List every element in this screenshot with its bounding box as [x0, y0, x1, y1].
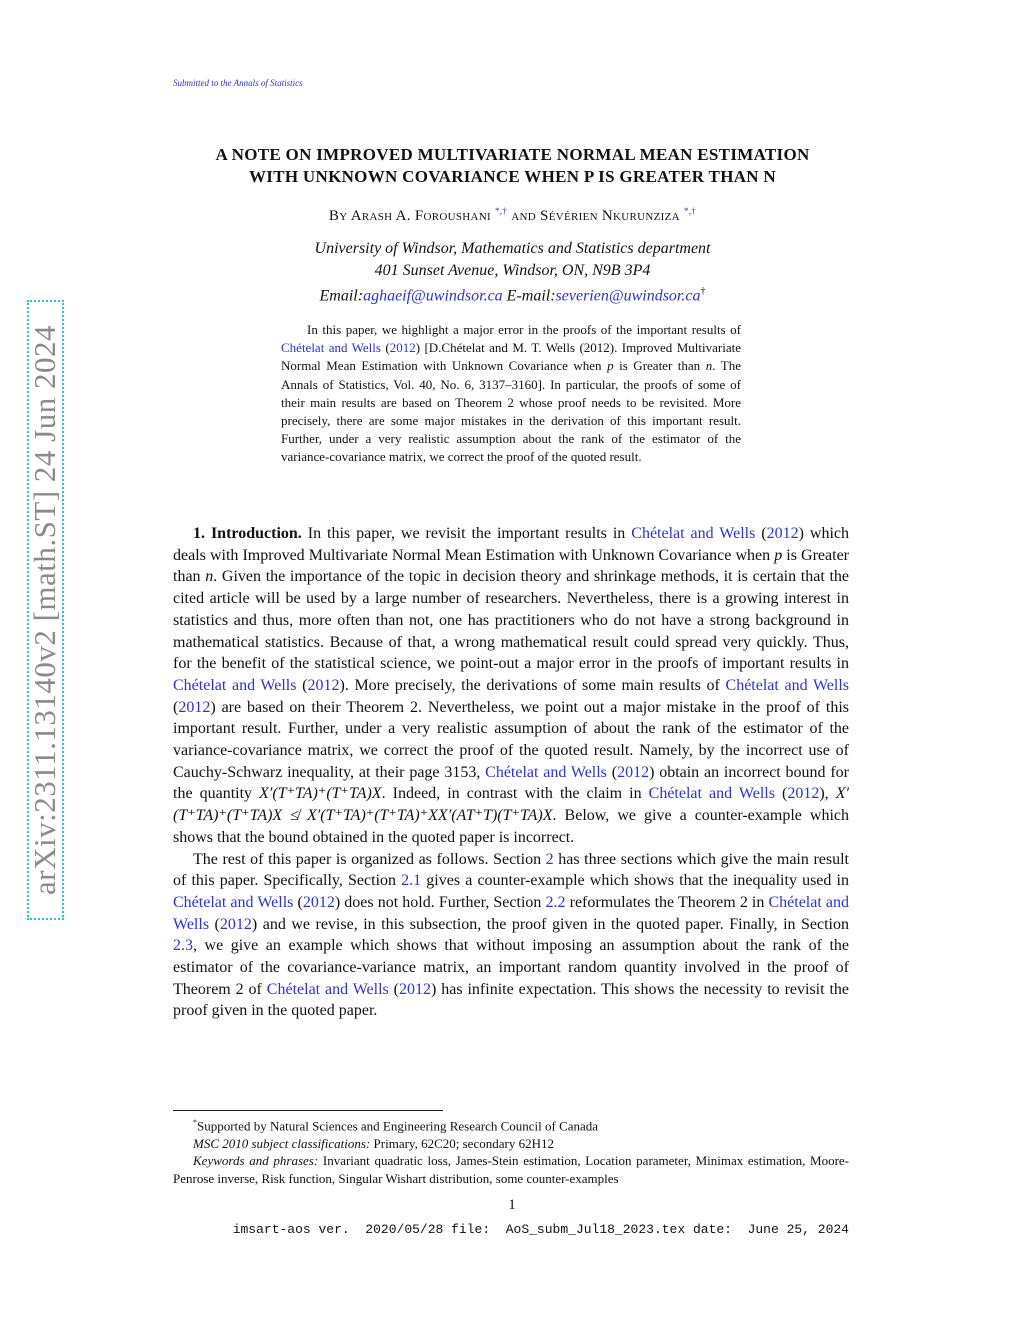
citation-link[interactable]: Chételat and Wells — [173, 676, 297, 694]
math-n: n — [705, 358, 713, 374]
footnote-mark: * — [193, 1118, 197, 1127]
intro-text: . Indeed, in contrast with the claim in — [381, 785, 649, 803]
intro-text: ) obtain an incorrect bound for the quantity — [173, 763, 850, 803]
citation-link[interactable]: Chételat and Wells — [173, 893, 850, 933]
intro-text: , we give an example which shows that without imposing an assumption about the rank of the estimator of the covariance-variance matrix, an important random quantity involved in the proof of Theorem 2 of — [173, 937, 849, 998]
email-label-2: E-mail: — [502, 287, 556, 305]
intro-text: The rest of this paper is organized as follows. Section — [193, 850, 546, 868]
footnotes — [173, 1114, 849, 1187]
citation-link[interactable]: Chételat and Wells — [648, 785, 775, 803]
intro-text: ) are based on their Theorem 2. Nevertheless, we point out a major mistake in the proof of this important result. Further, under a very realistic assumption of about the rank of the estimator of the variance-covariance matrix, we correct the proof of the quoted result. Namely, by the incorrect use of Cauchy-Schwarz inequality, at their page 3153, — [173, 698, 849, 781]
intro-text: ) which deals with Improved Multivariate Normal Mean Estimation with Unknown Covariance when — [173, 525, 850, 564]
intro-text: is Greater than — [173, 546, 849, 586]
email-link-2[interactable]: severien@uwindsor.ca — [555, 287, 701, 305]
author-line — [150, 206, 875, 225]
math-n: n — [205, 568, 214, 586]
funding-note: Supported by Natural Sciences and Engineering Research Council of Canada — [197, 1118, 599, 1134]
title-line-1: A NOTE ON IMPROVED MULTIVARIATE NORMAL MEAN ESTIMATION — [215, 145, 810, 164]
citation-year-link[interactable]: 2012 — [399, 980, 432, 998]
keywords: Invariant quadratic loss, James-Stein estimation, Location parameter, Minimax estimation, Moore-Penrose inverse, Risk function, Singular Wishart distribution, some counter-examples — [173, 1153, 849, 1186]
citation-year-link[interactable]: 2012 — [307, 676, 340, 694]
dagger-mark: † — [700, 286, 706, 297]
introduction-section: 1. Introduction. In this paper, we revisit the important results in Chételat and Wells (2012) which deals with Improved Multivariate Normal Mean Estimation with Unknown Covariance when p is Greater than n. Given the importance of the topic in decision theory and shrinkage methods, it is certain that the cited article will be used by a large number of researchers. Nevertheless, there is a growing interest in statistics and thus, more often than not, one has practitioners who do not have a strong background in mathematical statistics. Because of that, a wrong mathematical result could spread very quickly. Thus, for the benefit of the statistical science, we point-out a major error in the proofs of important results in Chételat and Wells (2012). More precisely, the derivations of some main results of Chételat and Wells (2012) are based on their Theorem 2. Nevertheless, we point out a major mistake in the proof of this important result. Further, under a very realistic assumption of about the rank of the estimator of the variance-covariance matrix, we correct the proof of the quoted result. Namely, by the incorrect use of Cauchy-Schwarz inequality, at their page 3153, Chételat and Wells (2012) obtain an incorrect bound for the quantity X′(T⁺TA)⁺(T⁺TA)X. Indeed, in contrast with the claim in Chételat and Wells (2012), X′(T⁺TA)⁺(T⁺TA)X ≰ X′(T⁺TA)⁺(T⁺TA)⁺XX′(AT⁺T)(T⁺TA)X. Below, we give a counter-example which shows that the bound obtained in the quoted paper is incorrect. The rest of this paper is organized as follows. Section 2 has three sections which give the main result of this paper. Specifically, Section 2.1 gives a counter-example which shows that the inequality used in Chételat and Wells (2012) does not hold. Further, Section 2.2 reformulates the Theorem 2 in Chételat and Wells (2012) and we revise, in this subsection, the proof given in the quoted paper. Finally, in Section 2.3, we give an example which shows that without imposing an assumption about the rank of the estimator of the covariance-variance matrix, an important random quantity involved in the proof of Theorem 2 of Chételat and Wells (2012) has infinite expectation. This shows the necessity to revisit the proof given in the quoted paper. — [173, 525, 850, 1020]
msc-codes: Primary, 62C20; secondary 62H12 — [370, 1135, 554, 1151]
citation-link[interactable]: Chételat and Wells — [725, 676, 850, 694]
journal-header-link[interactable]: Submitted to the Annals of Statistics — [173, 78, 303, 88]
abstract — [281, 321, 741, 467]
citation-link[interactable]: Chételat and Wells — [485, 763, 607, 781]
intro-text: ), — [819, 785, 829, 803]
intro-text: ) does not hold. Further, Section — [334, 893, 546, 911]
email-label-1: Email: — [319, 287, 364, 305]
abstract-text-3: is Greater than — [613, 358, 706, 374]
footnote-divider — [173, 1110, 443, 1111]
intro-text: reformulates the Theorem 2 in — [565, 893, 769, 911]
intro-text: . Below, we give a counter-example which shows that the bound obtained in the quoted paper is incorrect. — [173, 807, 849, 846]
citation-year-link[interactable]: 2012 — [787, 785, 820, 803]
intro-text: ) has infinite expectation. This shows the necessity to revisit the proof given in the quoted paper. — [173, 980, 850, 1020]
footer-stamp: imsart-aos ver. 2020/05/28 file: AoS_subm_Jul18_2023.tex date: June 25, 2024 — [232, 1222, 849, 1237]
page-number: 1 — [508, 1197, 516, 1213]
email-link-1[interactable]: aghaeif@uwindsor.ca — [363, 287, 503, 305]
math-expression: X′(T⁺TA)⁺(T⁺TA)X — [259, 785, 382, 803]
author-2-marks[interactable]: *,† — [683, 206, 697, 216]
citation-year-link[interactable]: 2012 — [617, 763, 650, 781]
citation-year-link[interactable]: 2012 — [219, 915, 252, 933]
by-word: By — [328, 208, 348, 224]
abstract-text-4: . The Annals of Statistics, Vol. 40, No. 6, 3137–3160]. In particular, the proofs of some of their main results are based on Theorem 2 whose proof needs to be revisited. More precisely, there are some major mistakes in the derivation of this important result. Further, under a very realistic assumption about the rank of the estimator of the variance-covariance matrix, we correct the proof of the quoted result. — [281, 358, 741, 465]
author-1: Arash A. Foroushani — [350, 208, 491, 224]
citation-year-link[interactable]: 2012 — [766, 525, 799, 542]
and-word: and — [511, 208, 536, 224]
intro-text: has three sections which give the main result of this paper. Specifically, Section — [173, 850, 850, 890]
paper-title — [150, 144, 875, 188]
keywords-label: Keywords and phrases: — [193, 1153, 319, 1169]
citation-link[interactable]: Chételat and Wells — [266, 980, 389, 998]
author-1-marks[interactable]: *,† — [495, 206, 508, 216]
citation-year-link[interactable]: 2012 — [178, 698, 211, 716]
citation-link[interactable]: Chételat and Wells — [281, 340, 381, 356]
arxiv-stamp: arXiv:2311.13140v2 [math.ST] 24 Jun 2024 — [27, 325, 62, 895]
affiliation-line-2: 401 Sunset Avenue, Windsor, ON, N9B 3P4 — [374, 261, 651, 279]
section-heading: 1. Introduction. — [193, 525, 302, 542]
citation-link[interactable]: Chételat and Wells — [631, 525, 756, 542]
abstract-paren: ( — [380, 340, 390, 356]
abstract-text-1: In this paper, we highlight a major error in the proofs of the important results of — [307, 322, 741, 337]
math-p: p — [607, 358, 614, 374]
intro-text: gives a counter-example which shows that the inequality used in — [421, 872, 849, 890]
math-p: p — [774, 546, 783, 564]
intro-text: . Given the importance of the topic in decision theory and shrinkage methods, it is certain that the cited article will be used by a large number of researchers. Nevertheless, there is a growing interest in statistics and thus, more often than not, one has practitioners who do not have a strong background in mathematical statistics. Because of that, a wrong mathematical result could spread very quickly. Thus, for the benefit of the statistical science, we point-out a major error in the proofs of important results in — [173, 568, 850, 673]
author-2: Sévérien Nkurunziza — [540, 208, 680, 224]
intro-text: ) and we revise, in this subsection, the proof given in the quoted paper. Finally, in Section — [251, 915, 850, 933]
msc-label: MSC 2010 subject classifications: — [193, 1135, 371, 1151]
intro-text: In this paper, we revisit the important results in — [301, 525, 632, 542]
section-link-2[interactable]: 2 — [545, 850, 554, 868]
math-inequality: X′(T⁺TA)⁺(T⁺TA)X ≰ X′(T⁺TA)⁺(T⁺TA)⁺XX′(AT⁺T)(T⁺TA)X — [173, 785, 850, 825]
section-link-2-2[interactable]: 2.2 — [545, 893, 566, 911]
affiliation — [150, 238, 875, 307]
intro-text: ). More precisely, the derivations of some main results of — [339, 676, 726, 694]
section-link-2-1[interactable]: 2.1 — [401, 872, 422, 890]
email-line — [150, 281, 875, 307]
abstract-text-2: ) [D.Chételat and M. T. Wells (2012). Improved Multivariate Normal Mean Estimation with Unknown Covariance when — [281, 340, 741, 374]
section-link-2-3[interactable]: 2.3 — [173, 937, 193, 955]
title-line-2: WITH UNKNOWN COVARIANCE WHEN P IS GREATER THAN N — [249, 167, 776, 186]
citation-year-link[interactable]: 2012 — [302, 893, 335, 911]
citation-year-link[interactable]: 2012 — [389, 340, 416, 356]
citation-link[interactable]: Chételat and Wells — [173, 893, 294, 911]
affiliation-line-1: University of Windsor, Mathematics and Statistics department — [314, 240, 711, 257]
